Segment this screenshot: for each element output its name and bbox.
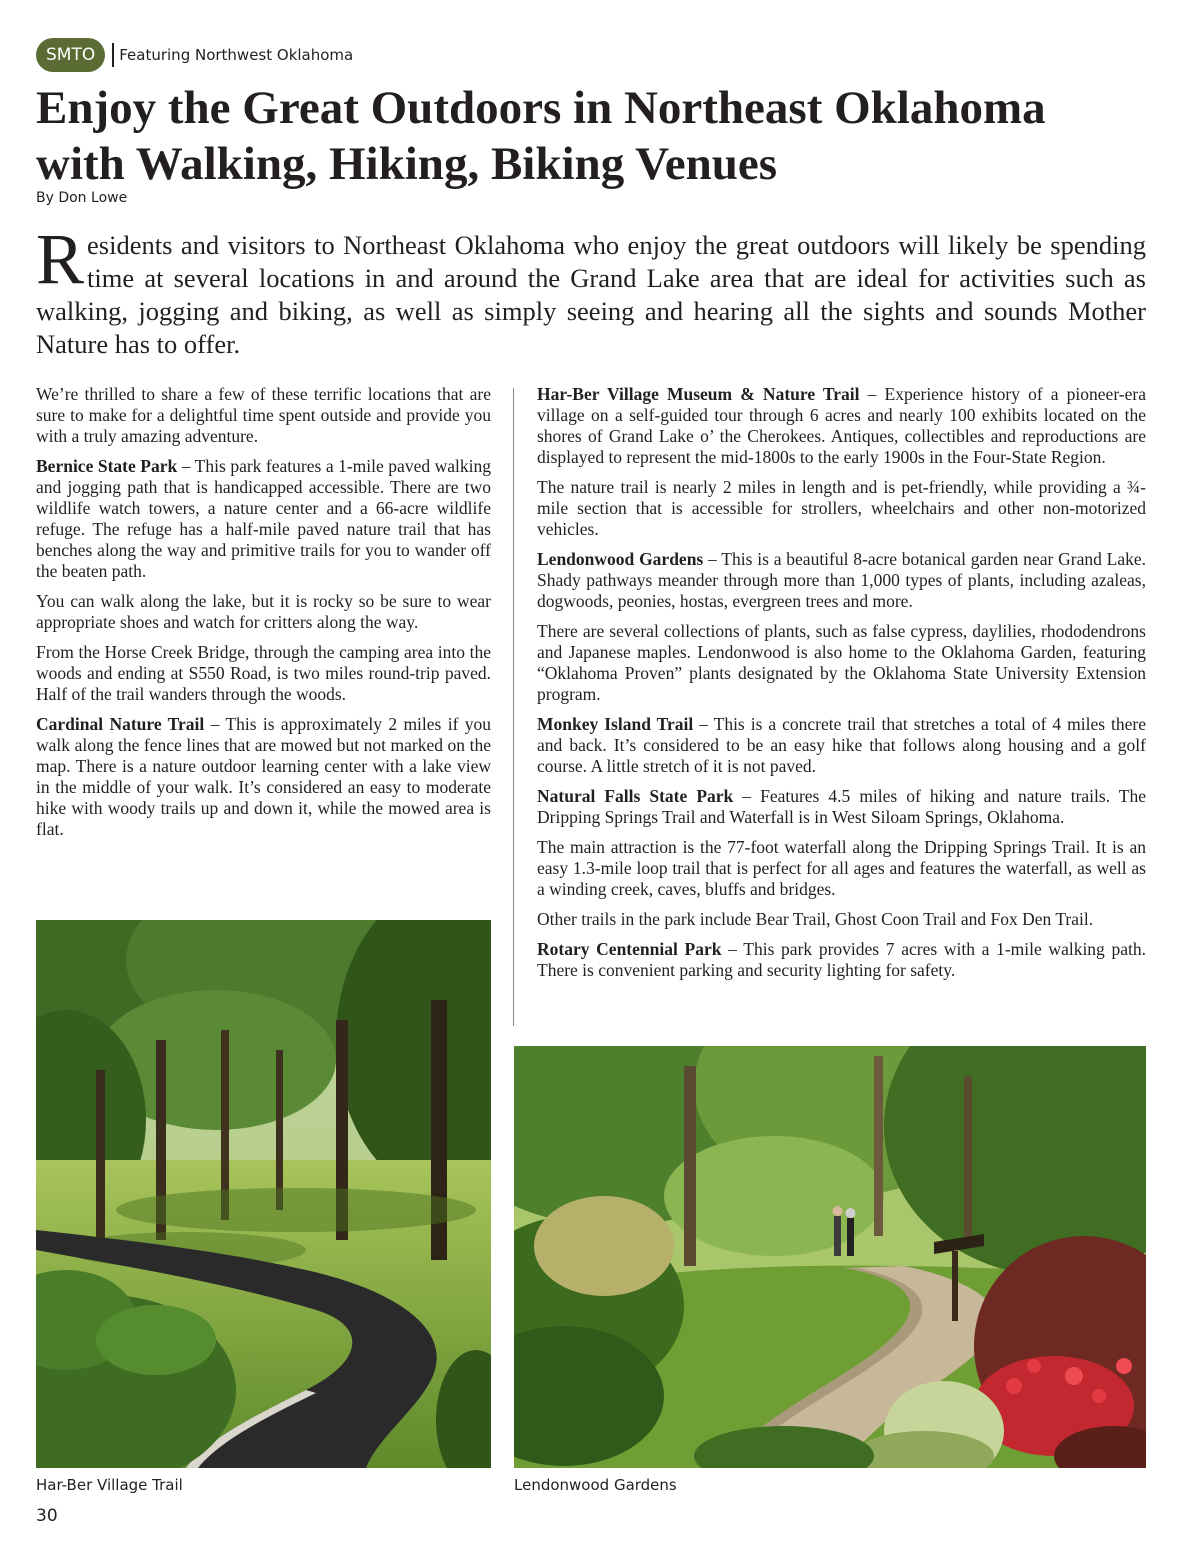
paragraph: The main attraction is the 77-foot waterfall along the Dripping Springs Trail. It is an easy 1.3-mile loop trail that is perfect for all ages and features the waterfall, as well as a winding creek, caves, bluffs and bridges. bbox=[537, 837, 1146, 899]
garden-photo bbox=[514, 1046, 1146, 1468]
garden-photo-illustration bbox=[514, 1046, 1146, 1468]
article-title-line2: with Walking, Hiking, Biking Venues bbox=[36, 138, 778, 190]
venue-description: – Features 4.5 miles of hiking and nature trails. The Dripping Springs Trail and Waterfall is in West Siloam Springs, Oklahoma. bbox=[537, 786, 1147, 827]
venue-description: – Experience history of a pioneer-era village on a self-guided tour through 6 acres and nearly 100 exhibits located on the shores of Grand Lake o’ the Cherokees. Antiques, collectibles and reproductions are displayed to represent the mid-1800s to the early 1900s in the Four-State Region. bbox=[537, 384, 1146, 467]
column-divider bbox=[513, 388, 514, 1026]
venue-description: – This park features a 1-mile paved walking and jogging path that is handicapped accessible. There are two wildlife watch towers, a nature center and a 66-acre wildlife refuge. The refuge has a half-mile paved nature trail that has benches along the way and primitive trails for you to wander off the beaten path. bbox=[36, 456, 491, 581]
venue-name: Cardinal Nature Trail bbox=[36, 714, 205, 734]
byline: By Don Lowe bbox=[36, 190, 128, 206]
paragraph bbox=[36, 714, 491, 840]
paragraph: We’re thrilled to share a few of these terrific locations that are sure to make for a delightful time spent outside and provide you with a truly amazing adventure. bbox=[36, 384, 491, 446]
paragraph bbox=[537, 549, 1146, 612]
venue-description: – This is a concrete trail that stretches a total of 4 miles there and back. It’s considered to be an easy hike that follows along housing and a golf course. A little stretch of it is not paved. bbox=[537, 714, 1146, 776]
paragraph: The nature trail is nearly 2 miles in length and is pet-friendly, while providing a ¾-mile section that is accessible for strollers, wheelchairs and other non-motorized vehicles. bbox=[537, 477, 1146, 539]
article-title bbox=[36, 80, 1166, 192]
photo-caption: Har-Ber Village Trail bbox=[36, 1476, 183, 1494]
paragraph bbox=[537, 714, 1146, 777]
page-number: 30 bbox=[36, 1506, 58, 1526]
paragraph bbox=[537, 939, 1146, 981]
article-title-line1: Enjoy the Great Outdoors in Northeast Oklahoma bbox=[36, 82, 1046, 134]
venue-name: Har-Ber Village Museum & Nature Trail bbox=[537, 384, 860, 404]
venue-description: – This is a beautiful 8-acre botanical garden near Grand Lake. Shady pathways meander through more than 1,000 types of plants, including azaleas, dogwoods, peonies, hostas, evergreen trees and more. bbox=[537, 549, 1146, 611]
venue-name: Natural Falls State Park bbox=[537, 786, 734, 806]
section-header bbox=[36, 38, 353, 72]
trail-photo bbox=[36, 920, 491, 1468]
drop-cap: R bbox=[36, 219, 85, 299]
photo-caption: Lendonwood Gardens bbox=[514, 1476, 677, 1494]
paragraph: There are several collections of plants, such as false cypress, daylilies, rhododendrons and Japanese maples. Lendonwood is also home to the Oklahoma Garden, featuring “Oklahoma Proven” plants designated by the Oklahoma State University Extension program. bbox=[537, 621, 1146, 704]
paragraph: You can walk along the lake, but it is rocky so be sure to wear appropriate shoes and watch for critters along the way. bbox=[36, 591, 491, 632]
paragraph: Other trails in the park include Bear Trail, Ghost Coon Trail and Fox Den Trail. bbox=[537, 909, 1094, 929]
trail-photo-illustration bbox=[36, 920, 491, 1468]
intro-text: esidents and visitors to Northeast Oklahoma who enjoy the great outdoors will likely be spending time at several locations in and around the Grand Lake area that are ideal for activities such as walking, jogging and biking, as well as simply seeing and hearing all the sights and sounds Mother Nature has to offer. bbox=[36, 230, 1146, 359]
venue-name: Monkey Island Trail bbox=[537, 714, 694, 734]
paragraph bbox=[36, 456, 491, 582]
right-column bbox=[537, 384, 1146, 990]
paragraph bbox=[537, 384, 1146, 468]
paragraph: From the Horse Creek Bridge, through the camping area into the woods and ending at S550 Road, is two miles round-trip paved. Half of the trail wanders through the woods. bbox=[36, 642, 491, 704]
intro-paragraph bbox=[36, 219, 1146, 361]
section-label: Featuring Northwest Oklahoma bbox=[119, 46, 354, 64]
venue-name: Lendonwood Gardens bbox=[537, 549, 704, 569]
magazine-badge: SMTO bbox=[36, 38, 105, 72]
header-divider bbox=[112, 43, 114, 67]
venue-description: – This park provides 7 acres with a 1-mile walking path. There is convenient parking and security lighting for safety. bbox=[537, 939, 1146, 980]
venue-name: Rotary Centennial Park bbox=[537, 939, 722, 959]
paragraph bbox=[537, 786, 1146, 828]
left-column bbox=[36, 384, 491, 849]
venue-name: Bernice State Park bbox=[36, 456, 178, 476]
venue-description: – This is approximately 2 miles if you walk along the fence lines that are mowed but not marked on the map. There is a nature outdoor learning center with a lake view in the middle of your walk. It’s considered an easy to moderate hike with woody trails up and down it, while the mowed area is flat. bbox=[36, 714, 492, 839]
